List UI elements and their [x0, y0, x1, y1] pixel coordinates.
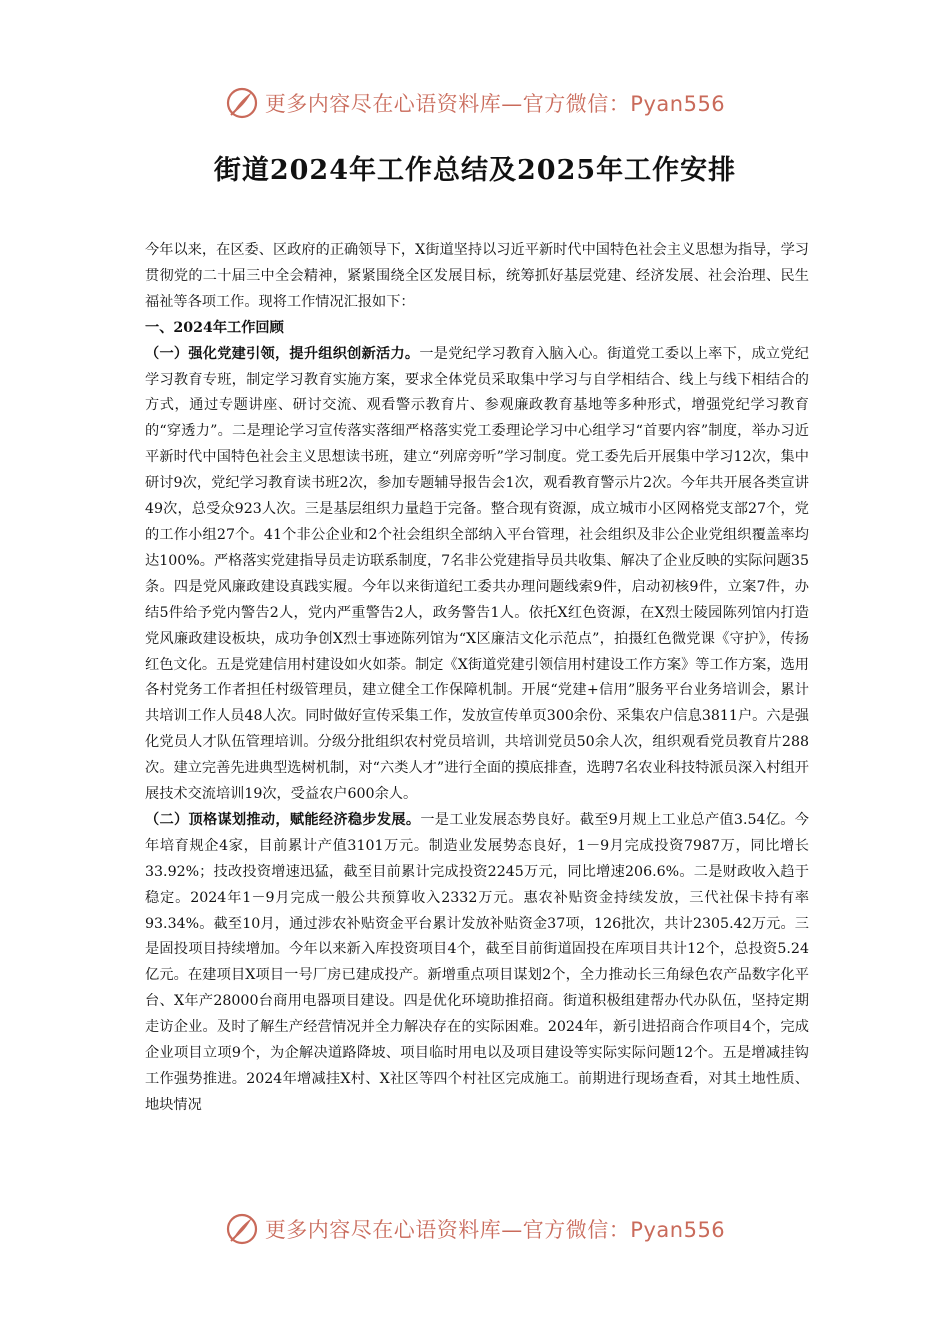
watermark-text: 更多内容尽在心语资料库—官方微信：Pyan556	[264, 1218, 726, 1242]
watermark-text: 更多内容尽在心语资料库—官方微信：Pyan556	[264, 92, 726, 116]
feather-logo-icon	[225, 86, 259, 120]
intro-paragraph	[145, 238, 809, 316]
subsection-heading: （一）强化党建引领，提升组织创新活力。	[145, 345, 420, 362]
watermark-bottom	[0, 1209, 950, 1249]
paragraph-text: 一是工业发展态势良好。截至9月规上工业总产值3.54亿。今年培育规企4家，目前累计产值3101万元。制造业发展势态良好，1－9月完成投资7987万，同比增长33.92%；技改投资增速迅猛，截至目前累计完成投资2245万元，同比增速206.6%。二是财政收入趋于稳定。2024年1－9月完成一般公共预算收入2332万元。惠农补贴资金持续发放，三代社保卡持有率93.34%。截至10月，通过涉农补贴资金平台累计发放补贴资金37项，126批次，共计2305.42万元。三是固投项目持续增加。今年以来新入库投资项目4个，截至目前街道固投在库项目共计12个，总投资5.24亿元。在建项目X项目一号厂房已建成投产。新增重点项目谋划2个，全力推动长三角绿色农产品数字化平台、X年产28000台商用电器项目建设。四是优化环境助推招商。街道积极组建帮办代办队伍，坚持定期走访企业。及时了解生产经营情况并全力解决存在的实际困难。2024年，新引进招商合作项目4个，完成企业项目立项9个，为企解决道路降坡、项目临时用电以及项目建设等实际实际问题12个。五是增减挂钩工作强势推进。2024年增减挂X村、X社区等四个村社区完成施工。前期进行现场查看，对其土地性质、地块情况	[145, 811, 809, 1113]
intro-text: 今年以来，在区委、区政府的正确领导下，X街道坚持以习近平新时代中国特色社会主义思想为指导，学习贯彻党的二十届三中全会精神，紧紧围绕全区发展目标，统筹抓好基层党建、经济发展、社会治理、民生福祉等各项工作。现将工作情况汇报如下：	[145, 242, 809, 310]
section-paragraph-economy	[145, 808, 809, 1119]
feather-logo-icon	[225, 1212, 259, 1246]
section-heading: 一、2024年工作回顾	[145, 319, 284, 336]
document-title: 街道2024年工作总结及2025年工作安排	[213, 155, 737, 186]
document-body	[145, 238, 809, 1119]
subsection-heading: （二）顶格谋划推动，赋能经济稳步发展。	[145, 811, 421, 828]
section-paragraph-party-building	[145, 342, 809, 808]
watermark-top	[0, 83, 950, 123]
paragraph-text: 一是党纪学习教育入脑入心。街道党工委以上率下，成立党纪学习教育专班，制定学习教育实施方案，要求全体党员采取集中学习与自学相结合、线上与线下相结合的方式，通过专题讲座、研讨交流、观看警示教育片、参观廉政教育基地等多种形式，增强党纪学习教育的“穿透力”。二是理论学习宣传落实落细严格落实党工委理论学习中心组学习“首要内容”制度，举办习近平新时代中国特色社会主义思想读书班，建立“列席旁听”学习制度。党工委先后开展集中学习12次，集中研讨9次，党纪学习教育读书班2次，参加专题辅导报告会1次，观看教育警示片2次。今年共开展各类宣讲49次，总受众923人次。三是基层组织力量趋于完备。整合现有资源，成立城市小区网格党支部27个，党的工作小组27个。41个非公企业和2个社会组织全部纳入平台管理，社会组织及非公企业党组织覆盖率均达100%。严格落实党建指导员走访联系制度，7名非公党建指导员共收集、解决了企业反映的实际问题35条。四是党风廉政建设真践实履。今年以来街道纪工委共办理问题线索9件，启动初核9件，立案7件，办结5件给予党内警告2人，党内严重警告2人，政务警告1人。依托X红色资源，在X烈士陵园陈列馆内打造党风廉政建设板块，成功争创X烈士事迹陈列馆为“X区廉洁文化示范点”，拍摄红色微党课《守护》，传扬红色文化。五是党建信用村建设如火如荼。制定《X街道党建引领信用村建设工作方案》等工作方案，选用各村党务工作者担任村级管理员，建立健全工作保障机制。开展“党建+信用”服务平台业务培训会，累计共培训工作人员48人次。同时做好宣传采集工作，发放宣传单页300余份、采集农户信息3811户。六是强化党员人才队伍管理培训。分级分批组织农村党员培训，共培训党员50余人次，组织观看党员教育片288次。建立完善先进典型选树机制，对“六类人才”进行全面的摸底排查，选聘7名农业科技特派员深入村组开展技术交流培训19次，受益农户600余人。	[145, 345, 809, 803]
